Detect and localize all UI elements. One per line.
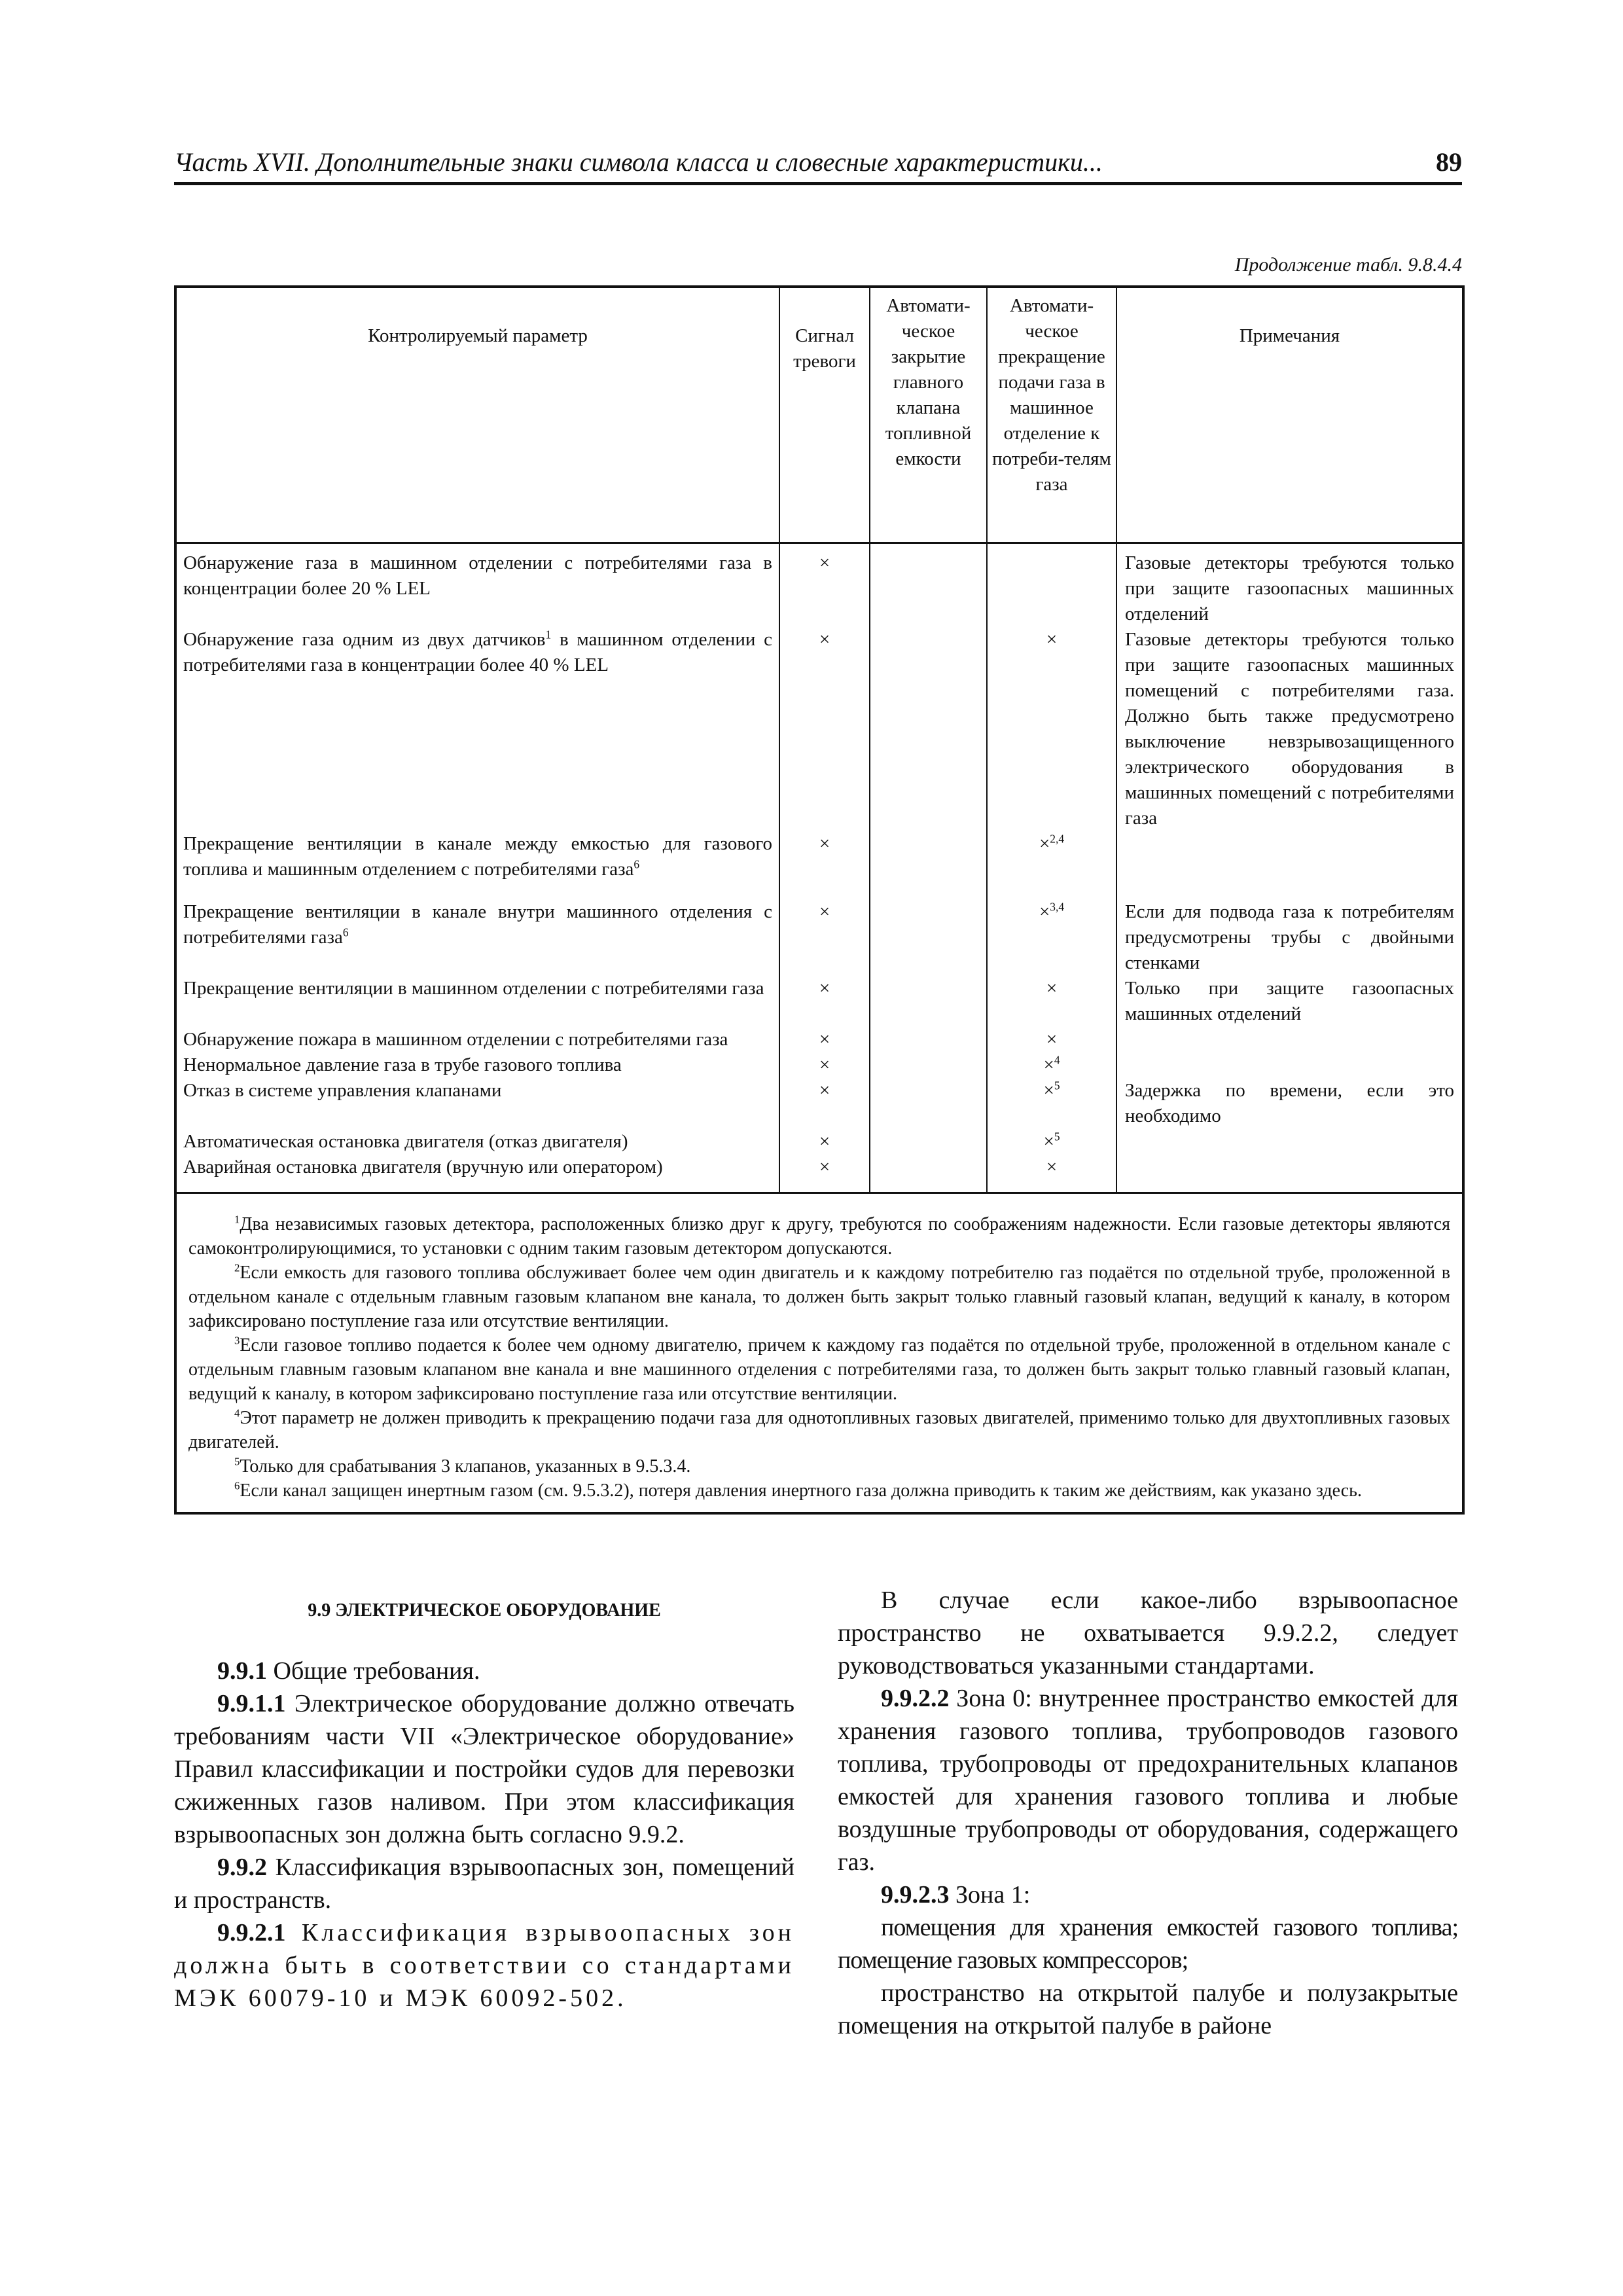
table-row	[175, 627, 1463, 831]
section-heading: 9.9 ЭЛЕКТРИЧЕСКОЕ ОБОРУДОВАНИЕ	[308, 1600, 661, 1621]
valve-cell	[870, 627, 987, 831]
note-cell: Если для подвода газа к потребителям предусмотрены трубы с двойными стенками	[1116, 899, 1463, 976]
note-cell	[1116, 1052, 1463, 1078]
page-number: 89	[1436, 147, 1462, 177]
param-text: Прекращение вентиляции в канале внутри машинного отделения с потребителями газа	[183, 901, 772, 948]
supply-cell: ×	[987, 1155, 1116, 1193]
paragraph-text: Общие требования.	[267, 1657, 480, 1685]
alarm-cell: ×	[779, 1052, 870, 1078]
footnote-ref: 3,4	[1050, 900, 1065, 914]
alarm-cell: ×	[779, 831, 870, 899]
footnote-number: 1	[234, 1213, 240, 1226]
param-cell: Ненормальное давление газа в трубе газового топлива	[175, 1052, 779, 1078]
header-param: Контролируемый параметр	[175, 287, 779, 543]
note-cell: Задержка по времени, если это необходимо	[1116, 1078, 1463, 1129]
header-valve-close: Автомати-ческое закрытие главного клапана топливной емкости	[870, 287, 987, 543]
supply-cell	[987, 899, 1116, 976]
footnote-ref: 6	[633, 857, 640, 871]
paragraph-text: Классификация взрывоопасных зон, помещений и пространств.	[174, 1854, 794, 1914]
param-cell	[175, 543, 779, 628]
note-cell: Газовые детекторы требуются только при защите газоопасных машинных отделений	[1116, 543, 1463, 628]
valve-cell	[870, 1155, 987, 1193]
clause-number: 9.9.1	[217, 1657, 267, 1685]
paragraph-text: Электрическое оборудование должно отвечать требованиям части VII «Электрическое оборудование» Правил классификации и постройки судов для перевозки сжиженных газов наливом. При этом классификация взрывоопасных зон должна быть согласно 9.9.2.	[174, 1690, 794, 1848]
header-notes: Примечания	[1116, 287, 1463, 543]
footnote-text: Два независимых газовых детектора, расположенных близко друг к другу, требуются по соображениям надежности. Если газовые детекторы являются самоконтролирующимися, то установки с одним таким газовым детектором допускаются.	[188, 1214, 1450, 1259]
footnotes-row	[175, 1193, 1463, 1514]
footnote	[188, 1261, 1450, 1333]
left-text-column	[174, 1584, 794, 2015]
footnote-ref: 5	[1054, 1130, 1060, 1143]
footnote	[188, 1406, 1450, 1454]
footnotes-cell	[175, 1193, 1463, 1514]
clause-number: 9.9.2.2	[881, 1685, 950, 1712]
supply-mark: ×	[1039, 833, 1050, 854]
footnote-text: Если канал защищен инертным газом (см. 9.5.3.2), потеря давления инертного газа должна приводить к таким же действиям, как указано здесь.	[240, 1480, 1362, 1501]
alarm-cell: ×	[779, 976, 870, 1027]
param-text-rest: в машинном отделении с потребителями газа в концентрации более 40 % LEL	[183, 629, 773, 675]
paragraph: помещения для хранения емкостей газового топлива; помещение газовых компрессоров;	[838, 1914, 1458, 1974]
table-row	[175, 1027, 1463, 1052]
supply-cell: ×	[987, 976, 1116, 1027]
table-row	[175, 1052, 1463, 1078]
paragraph	[174, 1655, 794, 1687]
alarm-cell: ×	[779, 1129, 870, 1155]
footnote-number: 5	[234, 1455, 240, 1468]
supply-cell	[987, 1129, 1116, 1155]
alarm-cell: ×	[779, 899, 870, 976]
paragraph	[174, 1851, 794, 1916]
valve-cell	[870, 1129, 987, 1155]
footnote-ref: 4	[1054, 1053, 1060, 1067]
clause-number: 9.9.2.3	[881, 1881, 950, 1909]
alarm-cell: ×	[779, 627, 870, 831]
footnote	[188, 1454, 1450, 1479]
table-row	[175, 899, 1463, 976]
valve-cell	[870, 976, 987, 1027]
alarm-table	[174, 285, 1465, 1515]
paragraph	[174, 1687, 794, 1851]
note-cell	[1116, 1155, 1463, 1193]
clause-number: 9.9.1.1	[217, 1690, 286, 1717]
supply-mark: ×	[1043, 1054, 1054, 1075]
footnote-ref: 6	[342, 925, 349, 939]
clause-number: 9.9.2.1	[217, 1919, 286, 1946]
note-cell: Газовые детекторы требуются только при защите газоопасных машинных помещений с потребителями газа. Должно быть также предусмотрено выключение невзрывозащищенного электрического оборудования в машинных помещений с потребителями газа	[1116, 627, 1463, 831]
paragraph	[838, 1682, 1458, 1878]
footnote-number: 6	[234, 1479, 240, 1492]
param-cell: Отказ в системе управления клапанами	[175, 1078, 779, 1129]
footnote-ref: 2,4	[1050, 832, 1065, 846]
footnote-text: Если газовое топливо подается к более чем одному двигателю, причем к каждому газ подаётся по отдельной трубе, проложенной в отдельном канале с отдельным главным газовым клапаном вне канала и вне машинного отделения с потребителями газа, то должен быть закрыт только главный газовый клапан, ведущий к каналу, в котором зафиксировано поступление газа или отсутствие вентиляции.	[188, 1335, 1450, 1404]
supply-mark: ×	[1043, 1131, 1054, 1152]
footnote	[188, 1479, 1450, 1503]
param-cell: Обнаружение пожара в машинном отделении с потребителями газа	[175, 1027, 779, 1052]
alarm-cell: ×	[779, 543, 870, 628]
table-row	[175, 543, 1463, 628]
param-cell: Прекращение вентиляции в машинном отделении с потребителями газа	[175, 976, 779, 1027]
supply-mark: ×	[1043, 1080, 1054, 1101]
table-row	[175, 1078, 1463, 1129]
note-cell	[1116, 1129, 1463, 1155]
paragraph: В случае если какое-либо взрывоопасное пространство не охватывается 9.9.2.2, следует руководствоваться указанными стандартами.	[838, 1587, 1458, 1679]
note-cell	[1116, 831, 1463, 899]
supply-cell	[987, 831, 1116, 899]
valve-cell	[870, 1078, 987, 1129]
footnote-number: 4	[234, 1407, 240, 1420]
footnote-ref: 1	[545, 628, 552, 641]
alarm-cell: ×	[779, 1155, 870, 1193]
param-cell	[175, 899, 779, 976]
footnote-number: 2	[234, 1261, 240, 1274]
table-row	[175, 1129, 1463, 1155]
alarm-cell: ×	[779, 1027, 870, 1052]
supply-cell: ×	[987, 1027, 1116, 1052]
valve-cell	[870, 831, 987, 899]
paragraph	[174, 1916, 794, 2015]
table-row	[175, 976, 1463, 1027]
table-header-row	[175, 287, 1463, 543]
note-cell: Только при защите газоопасных машинных отделений	[1116, 976, 1463, 1027]
footnote-number: 3	[234, 1334, 240, 1347]
footnote	[188, 1212, 1450, 1261]
param-text: Прекращение вентиляции в канале между емкостью для газового топлива и машинным отделением с потребителями газа	[183, 833, 772, 880]
supply-mark: ×	[1039, 901, 1050, 922]
table-row	[175, 1155, 1463, 1193]
paragraph-text: Зона 1:	[949, 1881, 1031, 1909]
param-cell: Автоматическая остановка двигателя (отказ двигателя)	[175, 1129, 779, 1155]
running-title: Часть XVII. Дополнительные знаки символа класса и словесные характеристики...	[174, 147, 1103, 177]
footnote-text: Если емкость для газового топлива обслуживает более чем один двигатель и к каждому потребителю газ подаётся по отдельной трубе, проложенной в отдельном канале с отдельным главным газовым клапаном вне канала, то должен быть закрыт только главный газовый клапан, ведущий к каналу, в котором зафиксировано поступление газа или отсутствие вентиляции.	[188, 1263, 1450, 1331]
valve-cell	[870, 1027, 987, 1052]
param-text: Обнаружение газа в машинном отделении с потребителями газа в концентрации более 20 % LEL	[183, 552, 772, 599]
header-supply-stop: Автомати-ческое прекращение подачи газа в машинное отделение к потреби-телям газа	[987, 287, 1116, 543]
paragraph: пространство на открытой палубе и полузакрытые помещения на открытой палубе в районе	[838, 1979, 1458, 2039]
footnote	[188, 1333, 1450, 1406]
param-cell	[175, 831, 779, 899]
alarm-cell: ×	[779, 1078, 870, 1129]
table-row	[175, 831, 1463, 899]
clause-number: 9.9.2	[217, 1854, 267, 1881]
header-alarm: Сигнал тревоги	[779, 287, 870, 543]
supply-cell	[987, 543, 1116, 628]
footnote-ref: 5	[1054, 1079, 1060, 1092]
footnote-text: Этот параметр не должен приводить к прекращению подачи газа для однотопливных газовых двигателей, применимо только для двухтопливных газовых двигателей.	[188, 1408, 1450, 1452]
valve-cell	[870, 899, 987, 976]
note-cell	[1116, 1027, 1463, 1052]
right-text-column	[838, 1584, 1458, 2042]
param-text: Обнаружение газа одним из двух датчиков	[183, 629, 546, 650]
table-continuation-caption: Продолжение табл. 9.8.4.4	[1234, 254, 1462, 276]
supply-cell: ×	[987, 627, 1116, 831]
param-cell	[175, 627, 779, 831]
valve-cell	[870, 543, 987, 628]
footnote-text: Только для срабатывания 3 клапанов, указанных в 9.5.3.4.	[240, 1456, 691, 1477]
supply-cell	[987, 1052, 1116, 1078]
page-header	[174, 143, 1462, 185]
valve-cell	[870, 1052, 987, 1078]
paragraph-text: Классификация взрывоопасных зон должна быть в соответствии со стандартами МЭК 60079-10 и МЭК 60092-502.	[174, 1919, 794, 2012]
supply-cell	[987, 1078, 1116, 1129]
param-cell: Аварийная остановка двигателя (вручную или оператором)	[175, 1155, 779, 1193]
paragraph	[838, 1878, 1458, 1911]
paragraph-text: Зона 0: внутреннее пространство емкостей для хранения газового топлива, трубопроводов газового топлива, трубопроводы от предохранительных клапанов емкостей для хранения газового топлива и любые воздушные трубопроводы от оборудования, содержащего газ.	[838, 1685, 1458, 1876]
